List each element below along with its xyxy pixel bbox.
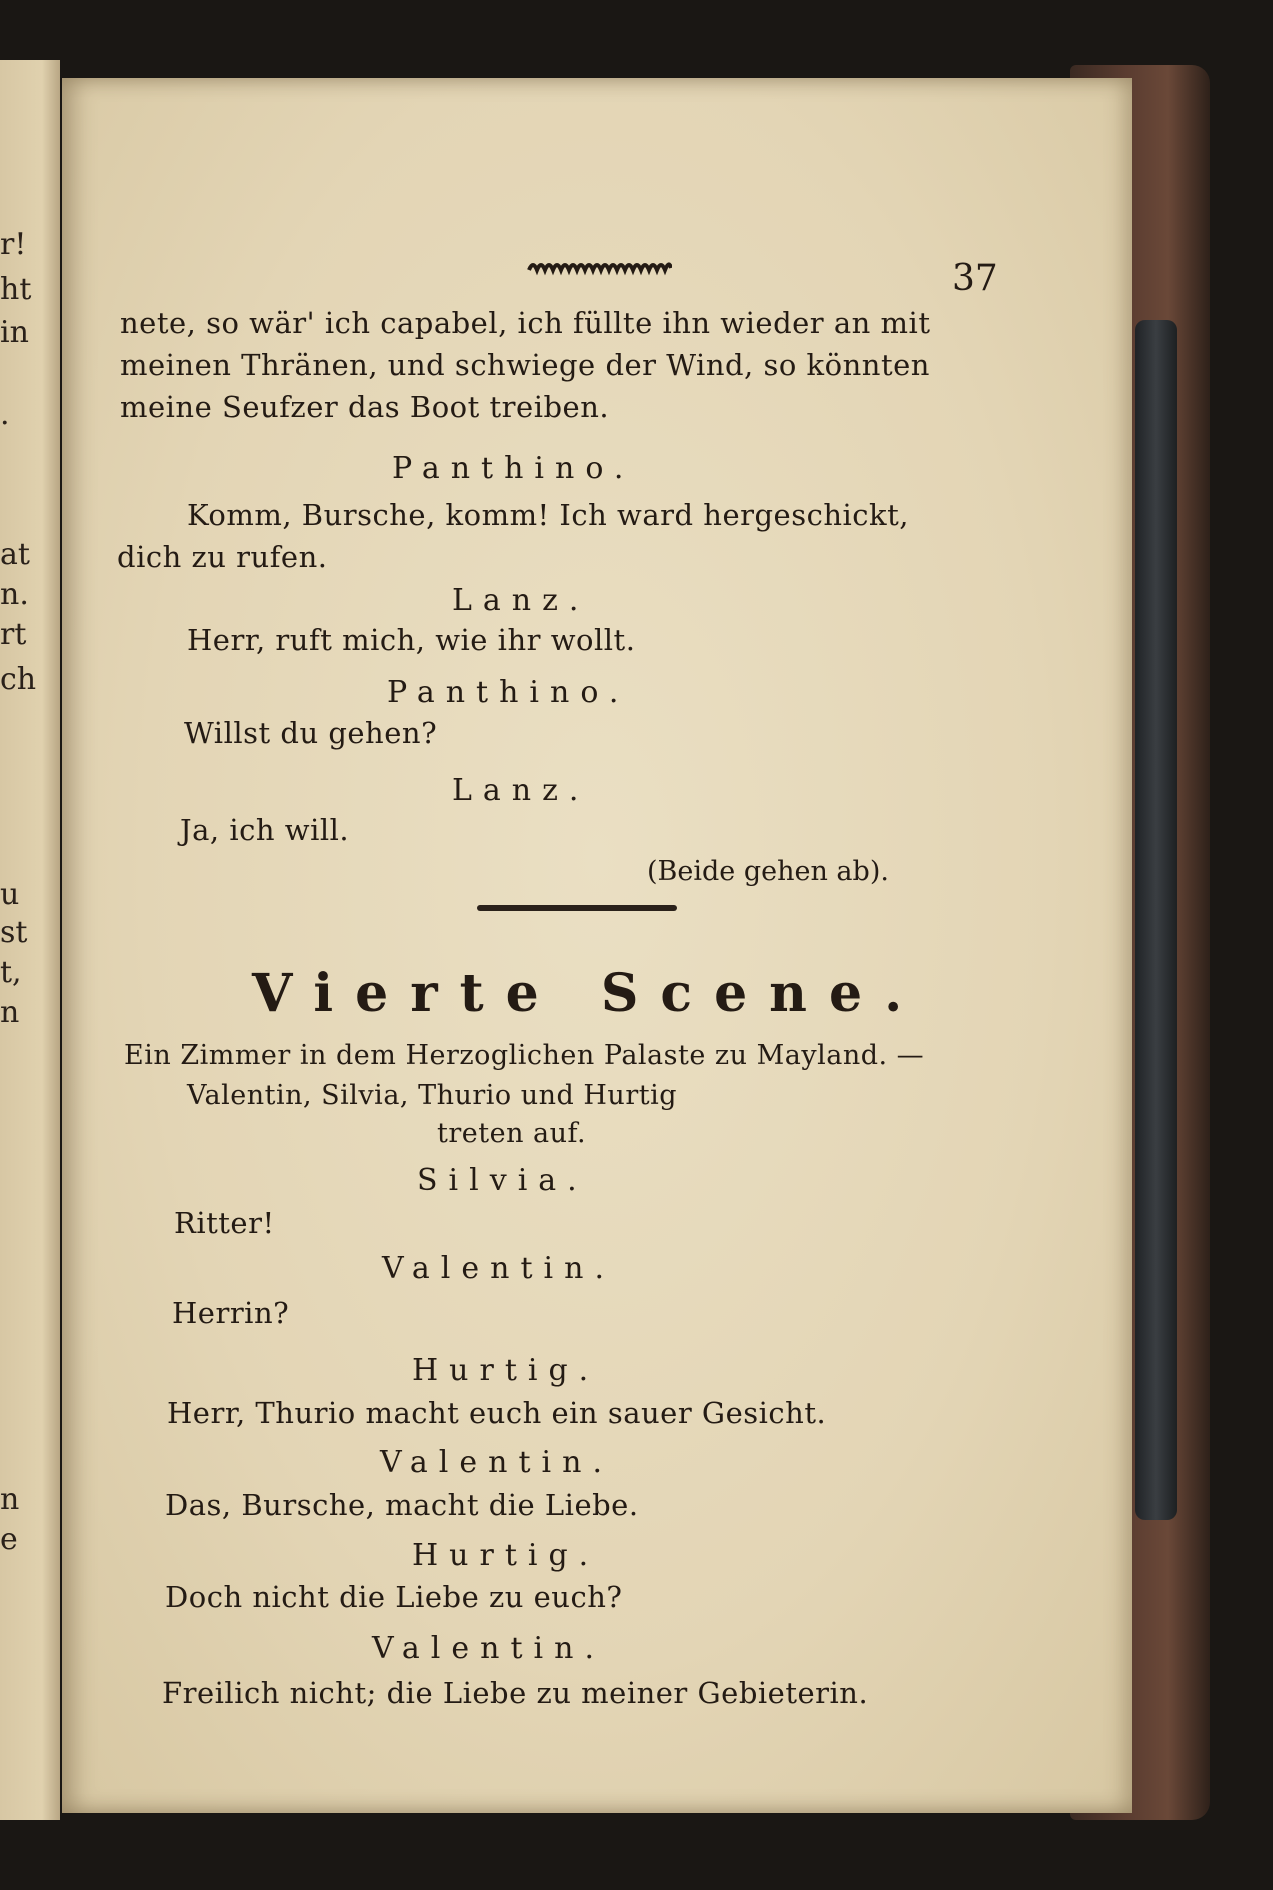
- left-page-fragment: at: [0, 537, 30, 572]
- left-page-fragment: .: [0, 397, 10, 432]
- text-line: Willst du gehen?: [184, 716, 438, 750]
- section-divider: [477, 905, 677, 911]
- speaker-name: Lanz.: [452, 583, 590, 618]
- text-line: meine Seufzer das Boot treiben.: [120, 390, 610, 424]
- left-page-fragment: n: [0, 995, 20, 1030]
- page-number: 37: [952, 258, 998, 299]
- left-page-fragment: n: [0, 1482, 20, 1517]
- speaker-name: Valentin.: [380, 1445, 613, 1480]
- left-facing-page: [0, 60, 60, 1820]
- text-line: Ja, ich will.: [180, 813, 350, 847]
- text-line: nete, so wär' ich capabel, ich füllte ihn wieder an mit: [120, 306, 931, 340]
- text-line: Herr, Thurio macht euch ein sauer Gesicht.: [167, 1396, 827, 1430]
- text-line: Doch nicht die Liebe zu euch?: [165, 1580, 623, 1614]
- book-page: [62, 78, 1132, 1813]
- left-page-fragment: r!: [0, 227, 27, 262]
- scene-description: Ein Zimmer in dem Herzoglichen Palaste zu Mayland. —: [124, 1040, 925, 1071]
- left-page-fragment: n.: [0, 577, 29, 612]
- scene-description: Valentin, Silvia, Thurio und Hurtig: [187, 1080, 677, 1111]
- left-page-fragment: ht: [0, 272, 32, 307]
- book-spine-strip: [1135, 320, 1177, 1520]
- text-line: Herrin?: [172, 1296, 290, 1330]
- header-ornament-icon: [527, 256, 672, 278]
- speaker-name: Panthino.: [387, 675, 630, 710]
- left-page-fragment: e: [0, 1522, 18, 1557]
- speaker-name: Hurtig.: [412, 1538, 600, 1573]
- text-line: Freilich nicht; die Liebe zu meiner Gebieterin.: [162, 1676, 869, 1710]
- left-page-fragment: in: [0, 315, 29, 350]
- left-page-fragment: ch: [0, 662, 37, 697]
- text-line: Komm, Bursche, komm! Ich ward hergeschickt,: [187, 498, 909, 532]
- text-line: dich zu rufen.: [117, 540, 328, 574]
- left-page-fragment: rt: [0, 617, 27, 652]
- speaker-name: Hurtig.: [412, 1353, 600, 1388]
- left-page-fragment: u: [0, 877, 20, 912]
- speaker-name: Silvia.: [417, 1163, 588, 1198]
- left-page-fragment: st: [0, 915, 28, 950]
- text-line: Herr, ruft mich, wie ihr wollt.: [187, 623, 636, 657]
- speaker-name: Panthino.: [392, 451, 635, 486]
- text-line: Ritter!: [174, 1206, 275, 1240]
- text-line: meinen Thränen, und schwiege der Wind, so könnten: [120, 348, 930, 382]
- speaker-name: Valentin.: [372, 1631, 605, 1666]
- scene-title: Vierte Scene.: [252, 963, 925, 1024]
- speaker-name: Valentin.: [382, 1251, 615, 1286]
- text-line: Das, Bursche, macht die Liebe.: [165, 1488, 639, 1522]
- speaker-name: Lanz.: [452, 773, 590, 808]
- stage-direction: (Beide gehen ab).: [647, 856, 889, 887]
- left-page-fragment: t,: [0, 955, 22, 990]
- scene-description: treten auf.: [437, 1118, 587, 1149]
